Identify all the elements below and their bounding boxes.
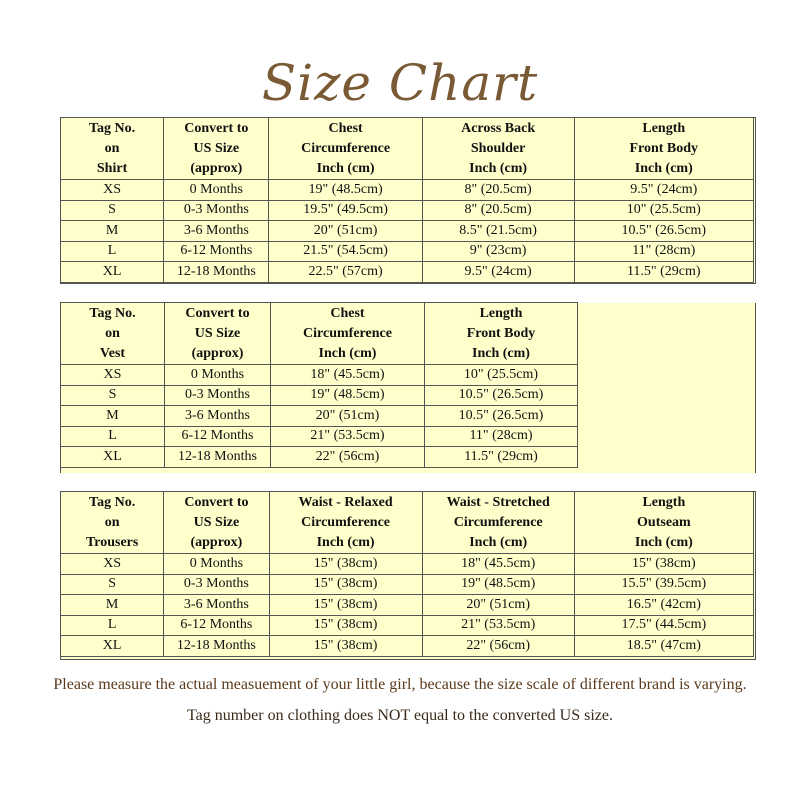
table-cell: 0 Months — [164, 180, 269, 201]
table-cell: 11" (28cm) — [574, 241, 753, 262]
table-cell: 15" (38cm) — [269, 574, 422, 595]
table-cell: 8" (20.5cm) — [422, 180, 574, 201]
table-cell: 11.5" (29cm) — [574, 262, 753, 283]
table-cell: 18" (45.5cm) — [422, 554, 574, 575]
table-cell: 10.5" (26.5cm) — [574, 221, 753, 242]
table-cell: 0-3 Months — [165, 385, 271, 406]
table-cell: 17.5" (44.5cm) — [574, 615, 753, 636]
header-cell: Convert to US Size (approx) — [164, 492, 269, 554]
measurement-note: Please measure the actual measuement of your little girl, because the size scale of different brand is varying. — [53, 676, 747, 693]
table-row — [61, 365, 578, 386]
table-row — [61, 385, 578, 406]
table-row — [61, 262, 754, 283]
table-cell: 3-6 Months — [164, 595, 269, 616]
table-row — [61, 200, 754, 221]
table-cell: 16.5" (42cm) — [574, 595, 753, 616]
table-cell: 6-12 Months — [164, 241, 269, 262]
table-cell: S — [61, 574, 164, 595]
table-cell: M — [61, 595, 164, 616]
table-row — [61, 636, 754, 657]
table-row — [61, 554, 754, 575]
table-cell: 8.5" (21.5cm) — [422, 221, 574, 242]
table-cell: 15" (38cm) — [574, 554, 753, 575]
table-cell: 18" (45.5cm) — [271, 365, 425, 386]
table-header-row — [61, 303, 578, 365]
table-cell: M — [61, 221, 164, 242]
table-cell: M — [61, 406, 165, 427]
header-cell: Convert to US Size (approx) — [165, 303, 271, 365]
table-cell: 21" (53.5cm) — [271, 426, 425, 447]
header-cell: Chest Circumference Inch (cm) — [269, 118, 422, 180]
table-cell: 20" (51cm) — [269, 221, 422, 242]
table-cell: 22" (56cm) — [271, 447, 425, 468]
table-cell: 20" (51cm) — [422, 595, 574, 616]
vest-size-table-panel — [60, 303, 756, 473]
table-cell: 12-18 Months — [164, 262, 269, 283]
table-cell: S — [61, 200, 164, 221]
table-cell: 12-18 Months — [164, 636, 269, 657]
table-cell: 19" (48.5cm) — [271, 385, 425, 406]
table-cell: 0-3 Months — [164, 200, 269, 221]
table-cell: 6-12 Months — [164, 615, 269, 636]
table-row — [61, 447, 578, 468]
table-cell: 19" (48.5cm) — [269, 180, 422, 201]
table-cell: 3-6 Months — [164, 221, 269, 242]
table-cell: 20" (51cm) — [271, 406, 425, 427]
table-cell: 3-6 Months — [165, 406, 271, 427]
table-cell: XL — [61, 447, 165, 468]
table-cell: 11.5" (29cm) — [425, 447, 578, 468]
shirt-size-table — [60, 117, 754, 283]
table-cell: 10.5" (26.5cm) — [425, 406, 578, 427]
tag-size-note: Tag number on clothing does NOT equal to the converted US size. — [186, 707, 614, 724]
table-cell: 9.5" (24cm) — [422, 262, 574, 283]
table-cell: 10.5" (26.5cm) — [425, 385, 578, 406]
table-cell: XL — [61, 262, 164, 283]
table-row — [61, 406, 578, 427]
header-cell: Chest Circumference Inch (cm) — [271, 303, 425, 365]
table-cell: L — [61, 241, 164, 262]
header-cell: Waist - Relaxed Circumference Inch (cm) — [269, 492, 422, 554]
table-cell: 22" (56cm) — [422, 636, 574, 657]
header-cell: Tag No. on Vest — [61, 303, 165, 365]
table-cell: L — [61, 615, 164, 636]
table-cell: XS — [61, 554, 164, 575]
table-cell: 19.5" (49.5cm) — [269, 200, 422, 221]
table-cell: 8" (20.5cm) — [422, 200, 574, 221]
table-cell: 11" (28cm) — [425, 426, 578, 447]
table-cell: 19" (48.5cm) — [422, 574, 574, 595]
header-cell: Length Front Body Inch (cm) — [574, 118, 753, 180]
table-cell: 0 Months — [164, 554, 269, 575]
header-cell: Across Back Shoulder Inch (cm) — [422, 118, 574, 180]
table-row — [61, 595, 754, 616]
table-cell: XL — [61, 636, 164, 657]
table-cell: 12-18 Months — [165, 447, 271, 468]
header-cell: Waist - Stretched Circumference Inch (cm) — [422, 492, 574, 554]
table-cell: 0 Months — [165, 365, 271, 386]
table-row — [61, 180, 754, 201]
table-cell: 15.5" (39.5cm) — [574, 574, 753, 595]
trousers-size-table — [60, 491, 754, 657]
table-cell: 21" (53.5cm) — [422, 615, 574, 636]
header-cell: Tag No. on Shirt — [61, 118, 164, 180]
page-title: Size Chart — [261, 54, 539, 112]
table-cell: L — [61, 426, 165, 447]
table-cell: 10" (25.5cm) — [574, 200, 753, 221]
table-header-row — [61, 492, 754, 554]
header-cell: Length Front Body Inch (cm) — [425, 303, 578, 365]
header-cell: Tag No. on Trousers — [61, 492, 164, 554]
table-cell: 9.5" (24cm) — [574, 180, 753, 201]
table-cell: S — [61, 385, 165, 406]
table-cell: 15" (38cm) — [269, 615, 422, 636]
table-row — [61, 221, 754, 242]
table-cell: 6-12 Months — [165, 426, 271, 447]
table-row — [61, 241, 754, 262]
header-cell: Length Outseam Inch (cm) — [574, 492, 753, 554]
table-cell: 9" (23cm) — [422, 241, 574, 262]
table-row — [61, 574, 754, 595]
shirt-size-table-panel — [60, 117, 756, 284]
table-cell: 0-3 Months — [164, 574, 269, 595]
trousers-size-table-panel — [60, 491, 756, 660]
table-header-row — [61, 118, 754, 180]
table-cell: XS — [61, 365, 165, 386]
table-row — [61, 615, 754, 636]
table-cell: 15" (38cm) — [269, 595, 422, 616]
vest-size-table — [60, 302, 578, 468]
table-cell: XS — [61, 180, 164, 201]
header-cell: Convert to US Size (approx) — [164, 118, 269, 180]
table-cell: 21.5" (54.5cm) — [269, 241, 422, 262]
table-cell: 15" (38cm) — [269, 636, 422, 657]
table-cell: 18.5" (47cm) — [574, 636, 753, 657]
table-cell: 15" (38cm) — [269, 554, 422, 575]
table-row — [61, 426, 578, 447]
table-cell: 22.5" (57cm) — [269, 262, 422, 283]
table-cell: 10" (25.5cm) — [425, 365, 578, 386]
